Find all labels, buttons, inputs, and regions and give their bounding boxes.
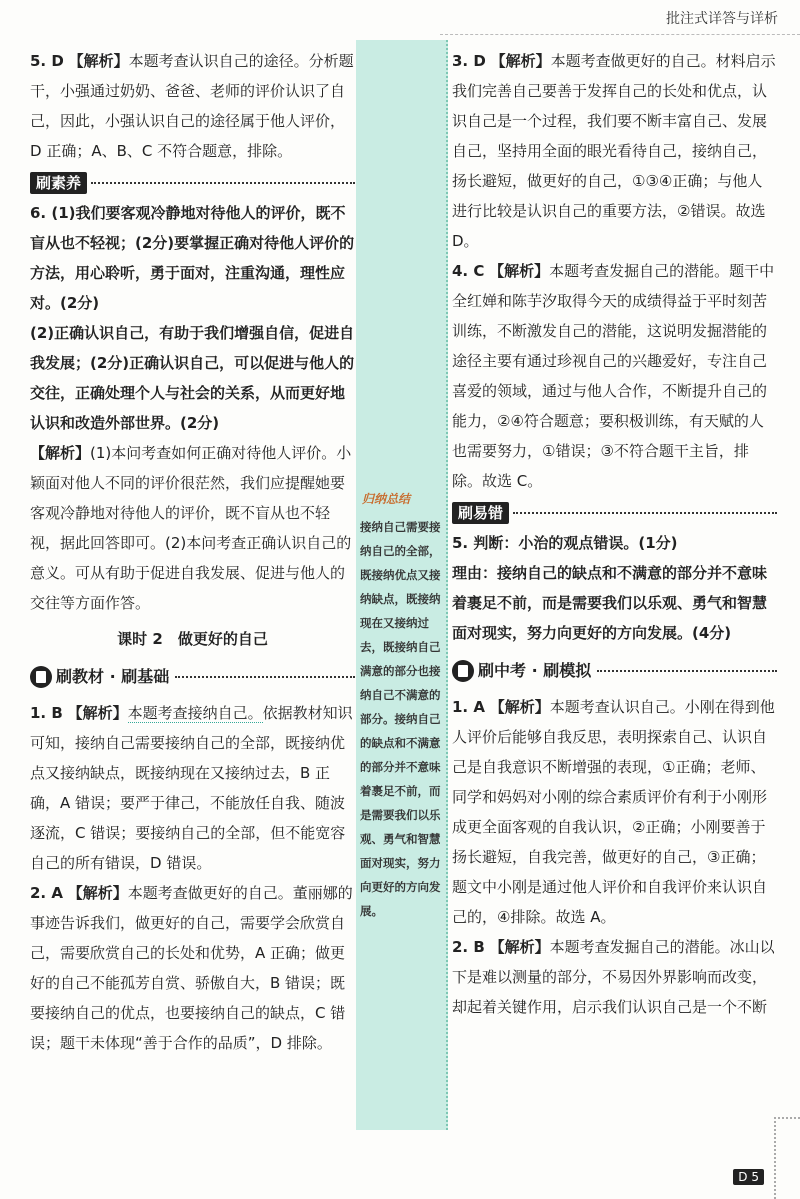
section-yicuo: [452, 502, 777, 524]
dotted-rule: [513, 512, 777, 514]
analysis-tag: 【解析】: [490, 52, 551, 70]
right-column: [452, 46, 777, 1022]
dotted-rule: [91, 182, 355, 184]
summary-text: 接纳自己需要接纳自己的全部，既接纳优点又接纳缺点，既接纳现在又接纳过去，既接纳自己满意的部分也接纳自己不满意的部分。接纳自己的缺点和不满意的部分并不意味着裹足不前，而是需要我们以乐观、勇气和智慧面对现实，努力向更好的方向发展。: [360, 520, 441, 918]
analysis-tag: 【解析】: [30, 444, 91, 462]
question-number: 5. D: [30, 52, 64, 70]
book-icon: [30, 666, 52, 688]
page-number: D 5: [733, 1169, 764, 1185]
section-zhongkao: [452, 656, 777, 686]
answer-text: 本题考查认识自己。小刚在得到他人评价后能够自我反思，表明探索自己、认识自己是自我意识不断增强的表现，①正确；老师、同学和妈妈对小刚的综合素质评价有利于小刚形成更全面客观的自我认识，②正确；小刚要善于扬长避短，自我完善，做更好的自己，③正确；题文中小刚是通过他人评价和自我评价来认识自己的，④排除。故选 A。: [452, 698, 775, 926]
section-label: 刷易错: [452, 502, 509, 524]
analysis-tag: 【解析】: [489, 938, 550, 956]
answer-text: (1)本问考查如何正确对待他人评价。小颖面对他人不同的评价很茫然，我们应提醒她要客观冷静地对待他人的评价，既不盲从也不轻视，据此回答即可。(2)本问考查正确认识自己的意义。可从有助于促进自我发展、促进与他人的交往等方面作答。: [30, 444, 352, 612]
analysis-tag: 【解析】: [67, 704, 128, 722]
answer-q4: [452, 256, 777, 496]
analysis-tag: 【解析】: [489, 262, 550, 280]
answer-q5-judgment: [452, 528, 777, 558]
summary-title: 归纳总结: [362, 492, 411, 506]
question-number: 4. C: [452, 262, 485, 280]
analysis-tag: 【解析】: [489, 698, 550, 716]
answer-text: 本题考查认识自己的途径。分析题干，小强通过奶奶、爸爸、老师的评价认识了自己，因此，小强认识自己的途径属于他人评价，D 正确；A、B、C 不符合题意，排除。: [30, 52, 354, 160]
answer-head: 本题考查接纳自己。: [127, 704, 263, 722]
answer-q5-reason: 理由：接纳自己的缺点和不满意的部分并不意味着裹足不前，而是需要我们以乐观、勇气和智慧面对现实，努力向更好的方向发展。(4分): [452, 564, 768, 642]
answer-q6-analysis: [30, 438, 355, 618]
answer-text: 本题考查做更好的自己。材料启示我们完善自己要善于发挥自己的长处和优点，认识自己是一个过程，我们要不断丰富自己、发展自己，坚持用全面的眼光看待自己，接纳自己，扬长避短，做更好的自己，①③④正确；与他人进行比较是认识自己的重要方法，②错误。故选 D。: [452, 52, 776, 250]
question-number: 5.: [452, 534, 469, 552]
section-suyang: [30, 172, 355, 194]
header-title: 批注式详答与详析: [666, 11, 778, 27]
answer-text: 本题考查做更好的自己。董丽娜的事迹告诉我们，做更好的自己，需要学会欣赏自己，需要欣赏自己的长处和优势，A 正确；做更好的自己不能孤芳自赏、骄傲自大，B 错误；既要接纳自己的优点，也要接纳自己的缺点，C 错误；题干未体现“善于合作的品质”，D 排除。: [30, 884, 353, 1052]
answer-text: 本题考查发掘自己的潜能。题干中全红婵和陈芋汐取得今天的成绩得益于平时刻苦训练，不断激发自己的潜能，这说明发掘潜能的途径主要有通过珍视自己的兴趣爱好，专注自己喜爱的领域，通过与他人合作，不断提升自己的能力，②④符合题意；要积极训练，有天赋的人也需要努力，①错误；③不符合题干主旨，排除。故选 C。: [452, 262, 775, 490]
analysis-tag: 【解析】: [67, 884, 128, 902]
left-column: [30, 46, 355, 1058]
answer-q3: [452, 46, 777, 256]
section-label: 刷中考 · 刷模拟: [478, 661, 592, 680]
answer-text: 本题考查发掘自己的潜能。冰山以下是难以测量的部分，不易因外界影响而改变，却起着关键作用，启示我们认识自己是一个不断: [452, 938, 775, 1016]
dotted-rule: [175, 676, 355, 678]
answer-q1: [30, 698, 355, 878]
summary-sidebar: [356, 40, 448, 1130]
question-number: 6.: [30, 204, 47, 222]
summary-box: [360, 490, 442, 923]
header-divider: [440, 34, 800, 35]
question-number: 1. B: [30, 704, 63, 722]
answer-q2-exam: [452, 932, 777, 1022]
answer-q5: [30, 46, 355, 166]
section-label: 刷素养: [30, 172, 87, 194]
section-label: 刷教材 · 刷基础: [56, 667, 170, 686]
question-number: 2. B: [452, 938, 485, 956]
corner-decoration: [774, 1117, 800, 1199]
lesson-title: 课时 2 做更好的自己: [117, 630, 268, 648]
section-jiaocai: [30, 662, 355, 692]
answer-text: 依据教材知识可知，接纳自己需要接纳自己的全部，既接纳优点又接纳缺点，既接纳现在又接纳过去，B 正确，A 错误；要严于律己，不能放任自我、随波逐流，C 错误；要接纳自己的全部，但不能宽容自己的所有错误，D 错误。: [30, 704, 353, 872]
book-icon: [452, 660, 474, 682]
answer-text: (1)我们要客观冷静地对待他人的评价，既不盲从也不轻视；(2分)要掌握正确对待他人评价的方法，用心聆听，勇于面对，注重沟通，理性应对。(2分): [30, 204, 355, 312]
answer-q6-part1: [30, 198, 355, 318]
answer-q2: [30, 878, 355, 1058]
answer-q1-exam: [452, 692, 777, 932]
answer-text: 判断：小治的观点错误。(1分): [473, 534, 678, 552]
analysis-tag: 【解析】: [68, 52, 129, 70]
answer-q6-part2: (2)正确认识自己，有助于我们增强自信，促进自我发展；(2分)正确认识自己，可以促进与他人的交往，正确处理个人与社会的关系，从而更好地认识和改造外部世界。(2分): [30, 324, 355, 432]
question-number: 1. A: [452, 698, 485, 716]
question-number: 2. A: [30, 884, 63, 902]
question-number: 3. D: [452, 52, 486, 70]
dotted-rule: [597, 670, 777, 672]
